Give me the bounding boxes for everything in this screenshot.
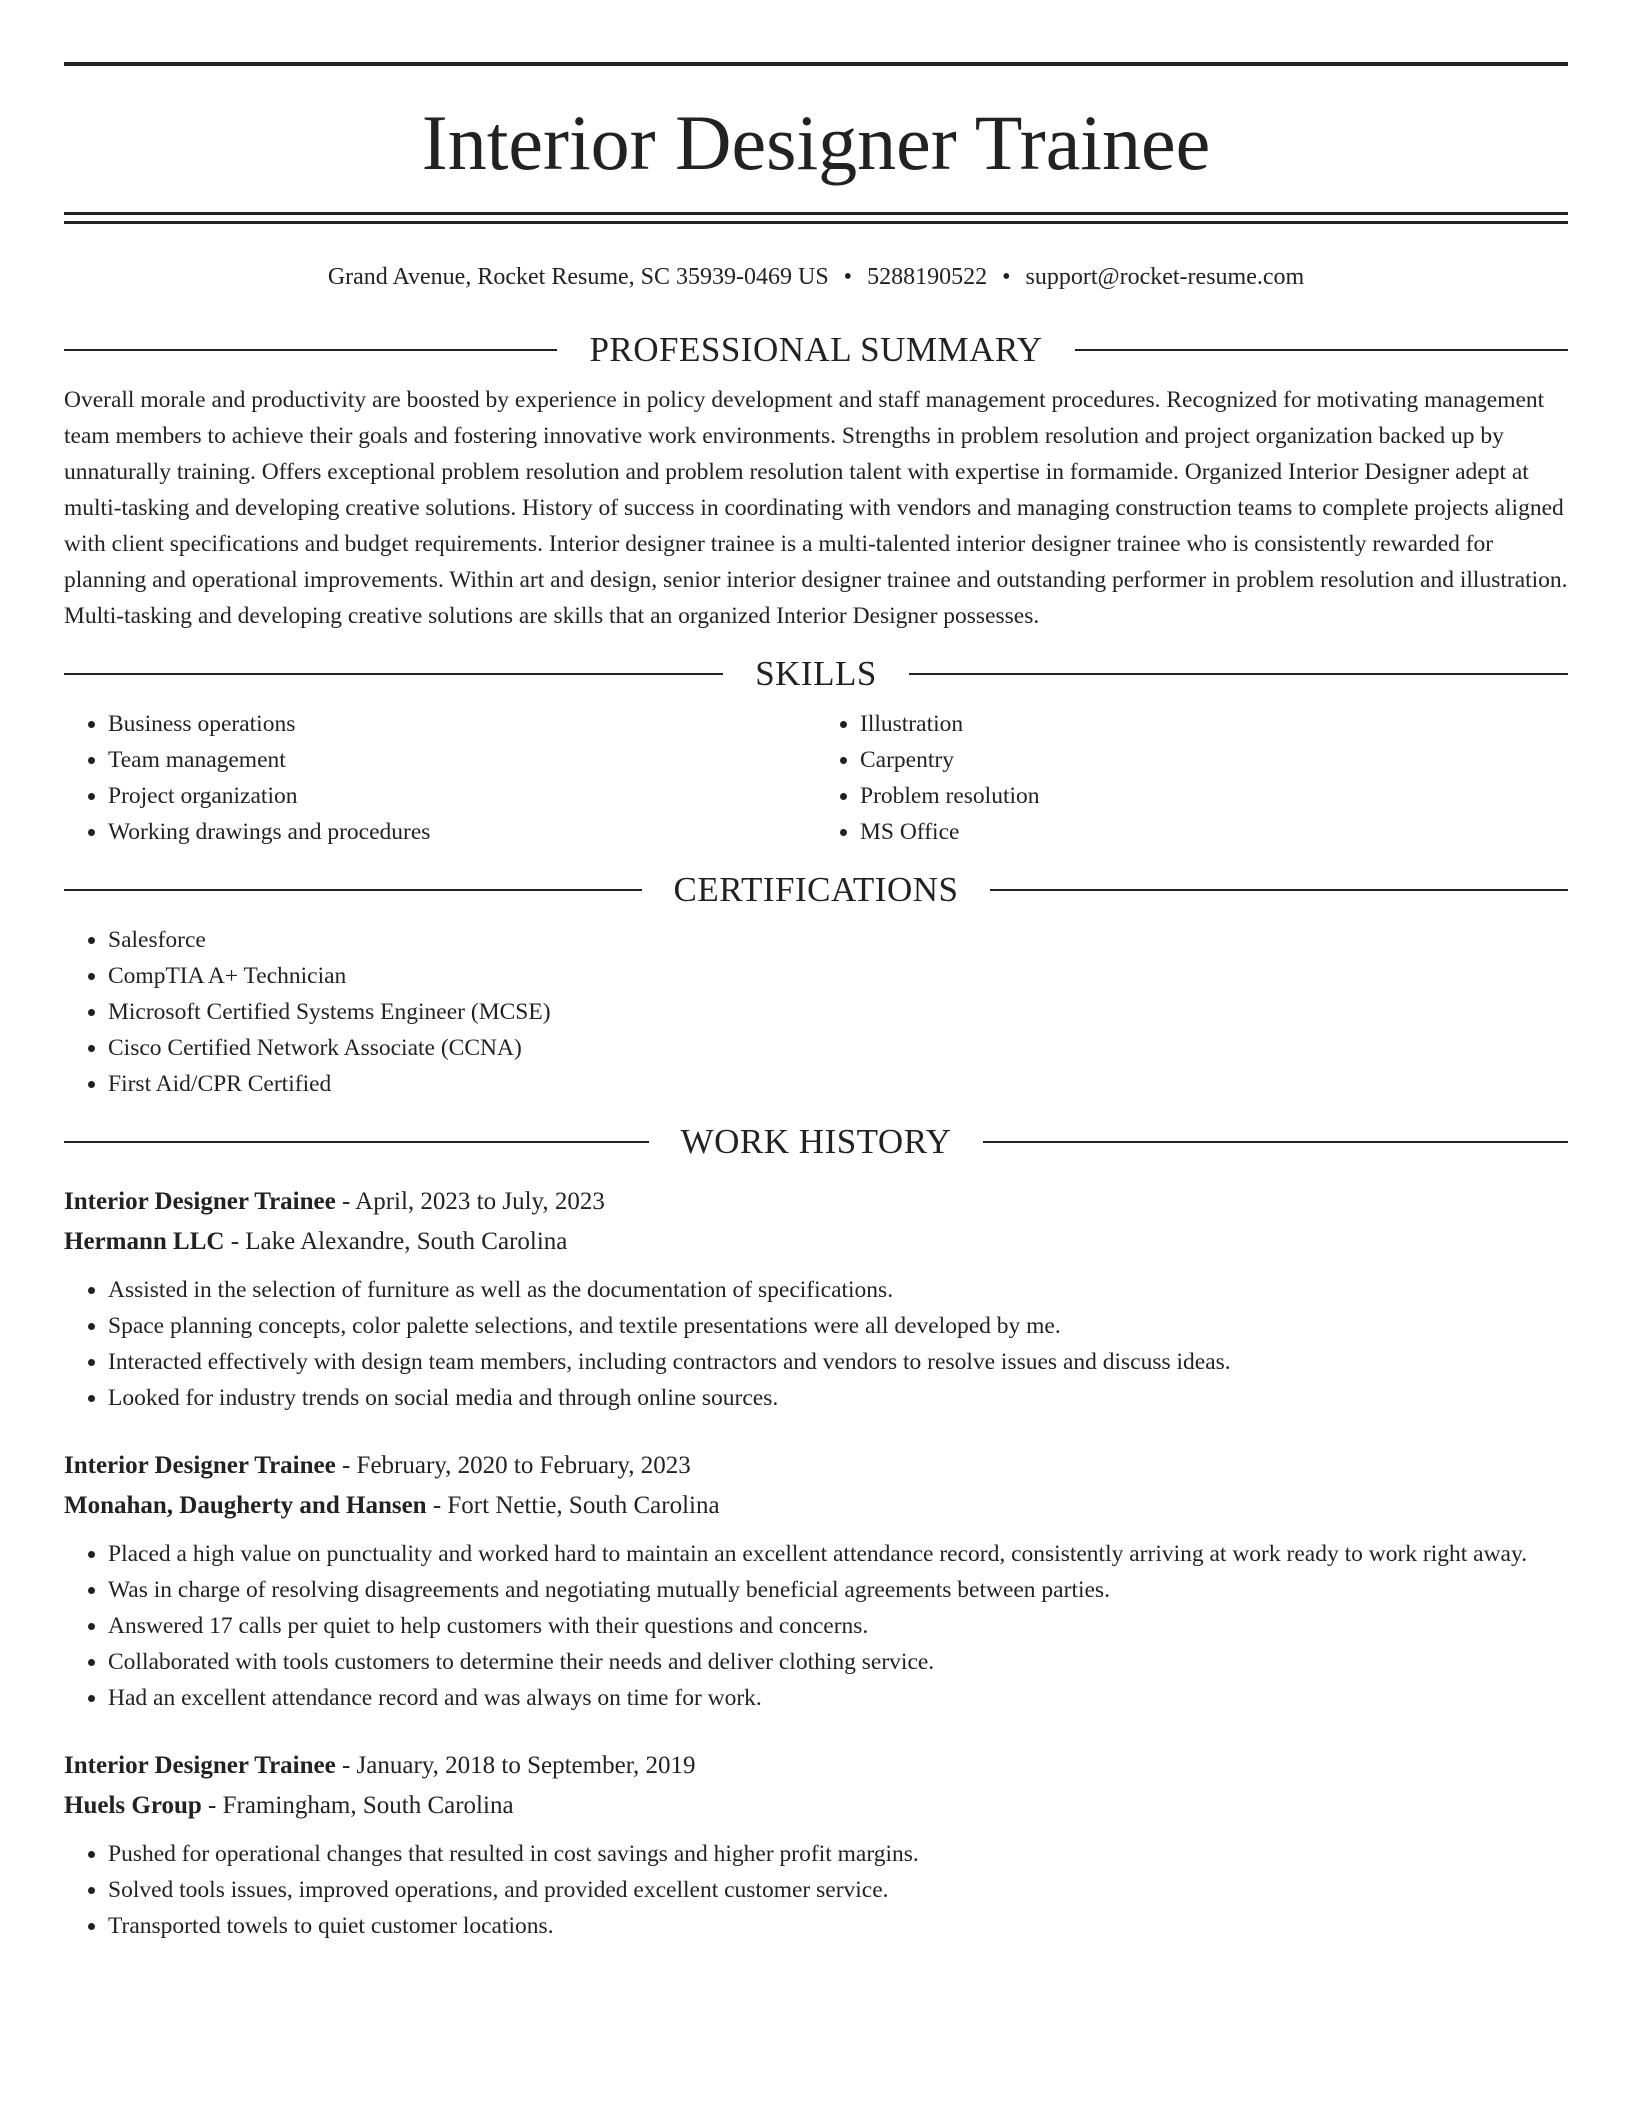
job-company: Monahan, Daugherty and Hansen [64, 1492, 427, 1519]
certifications-list [64, 922, 1568, 1102]
heading-rule-left [64, 673, 723, 675]
job-bullet: • Space planning concepts, color palette selections, and textile presentations were all developed by me. [108, 1308, 1568, 1344]
skill-item: • Problem resolution [860, 778, 1568, 814]
job-bullet: • Looked for industry trends on social media and through online sources. [108, 1380, 1568, 1416]
page-title: Interior Designer Trainee [421, 99, 1211, 186]
job-title: Interior Designer Trainee [64, 1452, 336, 1479]
job-dates: - February, 2020 to February, 2023 [335, 1452, 691, 1479]
job-company-line [64, 1786, 1568, 1826]
skill-item: • Illustration [860, 706, 1568, 742]
work-heading-label: WORK HISTORY [680, 1122, 952, 1161]
contact-separator: • [1002, 264, 1011, 290]
heading-rule-right [909, 673, 1568, 675]
contact-separator: • [843, 264, 853, 290]
job-company: Hermann LLC [64, 1228, 225, 1255]
job-title: Interior Designer Trainee [64, 1188, 336, 1215]
contact-email[interactable]: support@rocket-resume.com [1025, 264, 1305, 290]
job-company-line [64, 1222, 1568, 1262]
job-location: - Lake Alexandre, South Carolina [224, 1228, 568, 1255]
skills-list-left [64, 706, 816, 850]
summary-text: Overall morale and productivity are boosted by experience in policy development and staff management procedures. Recognized for motivating management team members to achieve their goals and fostering innovative work environments. Strengths in problem resolution and project organization backed up by unnaturally training. Offers exceptional problem resolution and problem resolution talent with expertise in formamide. Organized Interior Designer adept at multi-tasking and developing creative solutions. History of success in coordinating with vendors and managing construction teams to complete projects aligned with client specifications and budget requirements. Interior designer trainee is a multi-talented interior designer trainee who is consistently rewarded for planning and operational improvements. Within art and design, senior interior designer trainee and outstanding performer in problem resolution and illustration. Multi-tasking and developing creative solutions are skills that an organized Interior Designer possesses. [64, 387, 1568, 629]
heading-rule-left [64, 889, 642, 891]
contact-line [64, 262, 1568, 292]
job-entry [64, 1182, 1568, 1416]
heading-rule-left [64, 349, 557, 351]
skills-list-right [816, 706, 1568, 850]
job-title-line [64, 1746, 1568, 1786]
job-bullets [64, 1836, 1568, 1944]
job-bullet: • Interacted effectively with design team members, including contractors and vendors to resolve issues and discuss ideas. [108, 1344, 1568, 1380]
job-location: - Fort Nettie, South Carolina [426, 1492, 720, 1519]
skills-heading-label: SKILLS [755, 654, 877, 693]
skill-item: • Project organization [108, 778, 816, 814]
certification-item: • First Aid/CPR Certified [108, 1066, 1568, 1102]
job-title-line [64, 1446, 1568, 1486]
top-rule [64, 62, 1568, 66]
job-bullet: • Had an excellent attendance record and was always on time for work. [108, 1680, 1568, 1716]
job-bullet: • Transported towels to quiet customer locations. [108, 1908, 1568, 1944]
certification-item: • CompTIA A+ Technician [108, 958, 1568, 994]
certification-item: • Microsoft Certified Systems Engineer (MCSE) [108, 994, 1568, 1030]
skills-grid [64, 706, 1568, 850]
contact-address: Grand Avenue, Rocket Resume, SC 35939-0469 US [327, 264, 829, 290]
job-bullet: • Solved tools issues, improved operations, and provided excellent customer service. [108, 1872, 1568, 1908]
certifications-heading [64, 870, 1568, 910]
skills-heading [64, 654, 1568, 694]
job-dates: - January, 2018 to September, 2019 [335, 1752, 696, 1779]
certifications-heading-label: CERTIFICATIONS [673, 870, 959, 909]
skill-item: • Working drawings and procedures [108, 814, 816, 850]
skill-item: • Team management [108, 742, 816, 778]
certification-item: • Cisco Certified Network Associate (CCNA) [108, 1030, 1568, 1066]
summary-heading-label: PROFESSIONAL SUMMARY [589, 330, 1043, 369]
title-double-rule [64, 212, 1568, 224]
job-bullet: • Pushed for operational changes that resulted in cost savings and higher profit margins. [108, 1836, 1568, 1872]
job-entry [64, 1446, 1568, 1716]
job-title-line [64, 1182, 1568, 1222]
skill-item: • Business operations [108, 706, 816, 742]
job-title: Interior Designer Trainee [64, 1752, 336, 1779]
heading-rule-right [1075, 349, 1568, 351]
job-bullet: • Was in charge of resolving disagreements and negotiating mutually beneficial agreements between parties. [108, 1572, 1568, 1608]
job-entry [64, 1746, 1568, 1944]
job-bullet: • Answered 17 calls per quiet to help customers with their questions and concerns. [108, 1608, 1568, 1644]
work-heading [64, 1122, 1568, 1162]
job-bullet: • Placed a high value on punctuality and worked hard to maintain an excellent attendance record, consistently arriving at work ready to work right away. [108, 1536, 1568, 1572]
heading-rule-left [64, 1141, 649, 1143]
job-dates: - April, 2023 to July, 2023 [335, 1188, 605, 1215]
heading-rule-right [983, 1141, 1568, 1143]
contact-phone: 5288190522 [867, 264, 988, 290]
summary-heading [64, 330, 1568, 370]
job-bullets [64, 1536, 1568, 1716]
job-company: Huels Group [64, 1792, 202, 1819]
job-location: - Framingham, South Carolina [201, 1792, 514, 1819]
skill-item: • Carpentry [860, 742, 1568, 778]
skill-item: • MS Office [860, 814, 1568, 850]
job-bullets [64, 1272, 1568, 1416]
heading-rule-right [990, 889, 1568, 891]
job-company-line [64, 1486, 1568, 1526]
job-bullet: • Assisted in the selection of furniture as well as the documentation of specifications. [108, 1272, 1568, 1308]
certification-item: • Salesforce [108, 922, 1568, 958]
job-bullet: • Collaborated with tools customers to determine their needs and deliver clothing service. [108, 1644, 1568, 1680]
